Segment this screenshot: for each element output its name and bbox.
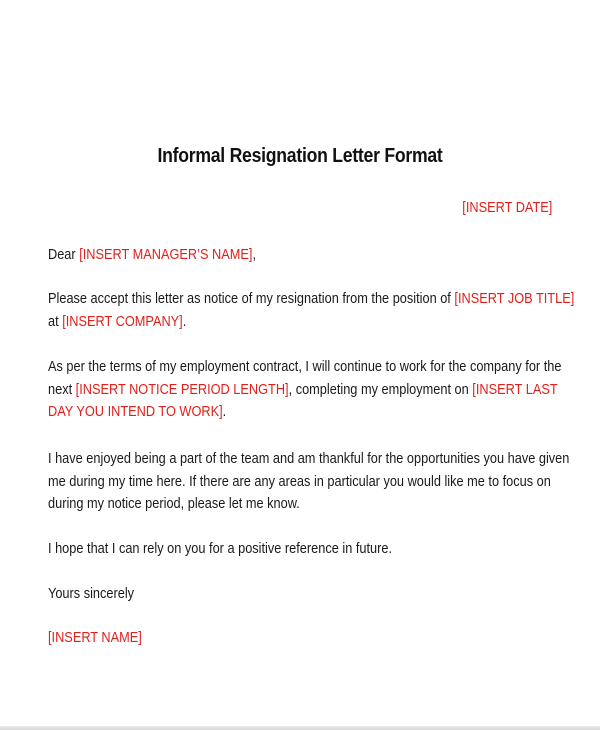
company-suffix: . <box>182 313 187 330</box>
paragraph-line <box>48 379 558 402</box>
date-placeholder: [INSERT DATE] <box>461 200 552 216</box>
manager-name-placeholder: [INSERT MANAGER’S NAME] <box>79 247 253 263</box>
paragraph-contract <box>48 356 562 424</box>
paragraph-line: during my notice period, please let me know. <box>48 496 300 512</box>
paragraph-line <box>48 311 523 334</box>
last-day-placeholder-end: DAY YOU INTEND TO WORK] <box>48 404 223 420</box>
completing-text: , completing my employment on <box>288 381 473 398</box>
page-bottom-edge <box>0 726 600 730</box>
greeting <box>48 244 523 267</box>
notice-text: Please accept this letter as notice of my resignation from the position of <box>48 291 455 307</box>
greeting-prefix: Dear <box>48 247 80 263</box>
paragraph-reference: I hope that I can rely on you for a positive reference in future. <box>48 541 393 557</box>
company-prefix: at <box>48 313 63 330</box>
greeting-suffix: , <box>252 247 257 263</box>
company-placeholder: [INSERT COMPANY] <box>62 313 183 330</box>
letter-title: Informal Resignation Letter Format <box>157 144 443 167</box>
paragraph-thanks <box>48 448 570 516</box>
contract-suffix: . <box>222 404 227 420</box>
paragraph-line <box>48 288 575 311</box>
paragraph-line: As per the terms of my employment contract, I will continue to work for the company for the <box>48 359 562 375</box>
paragraph-notice <box>48 288 575 333</box>
notice-period-placeholder: [INSERT NOTICE PERIOD LENGTH] <box>75 381 289 398</box>
job-title-placeholder: [INSERT JOB TITLE] <box>454 291 575 307</box>
paragraph-line <box>48 401 523 424</box>
paragraph-line: me during my time here. If there are any areas in particular you would like me to focus on <box>48 473 551 490</box>
next-prefix: next <box>48 381 76 398</box>
signature-placeholder: [INSERT NAME] <box>48 630 142 646</box>
last-day-placeholder-start: [INSERT LAST <box>472 381 558 398</box>
paragraph-line: I have enjoyed being a part of the team and am thankful for the opportunities you have given <box>48 451 570 467</box>
closing: Yours sincerely <box>48 586 135 602</box>
